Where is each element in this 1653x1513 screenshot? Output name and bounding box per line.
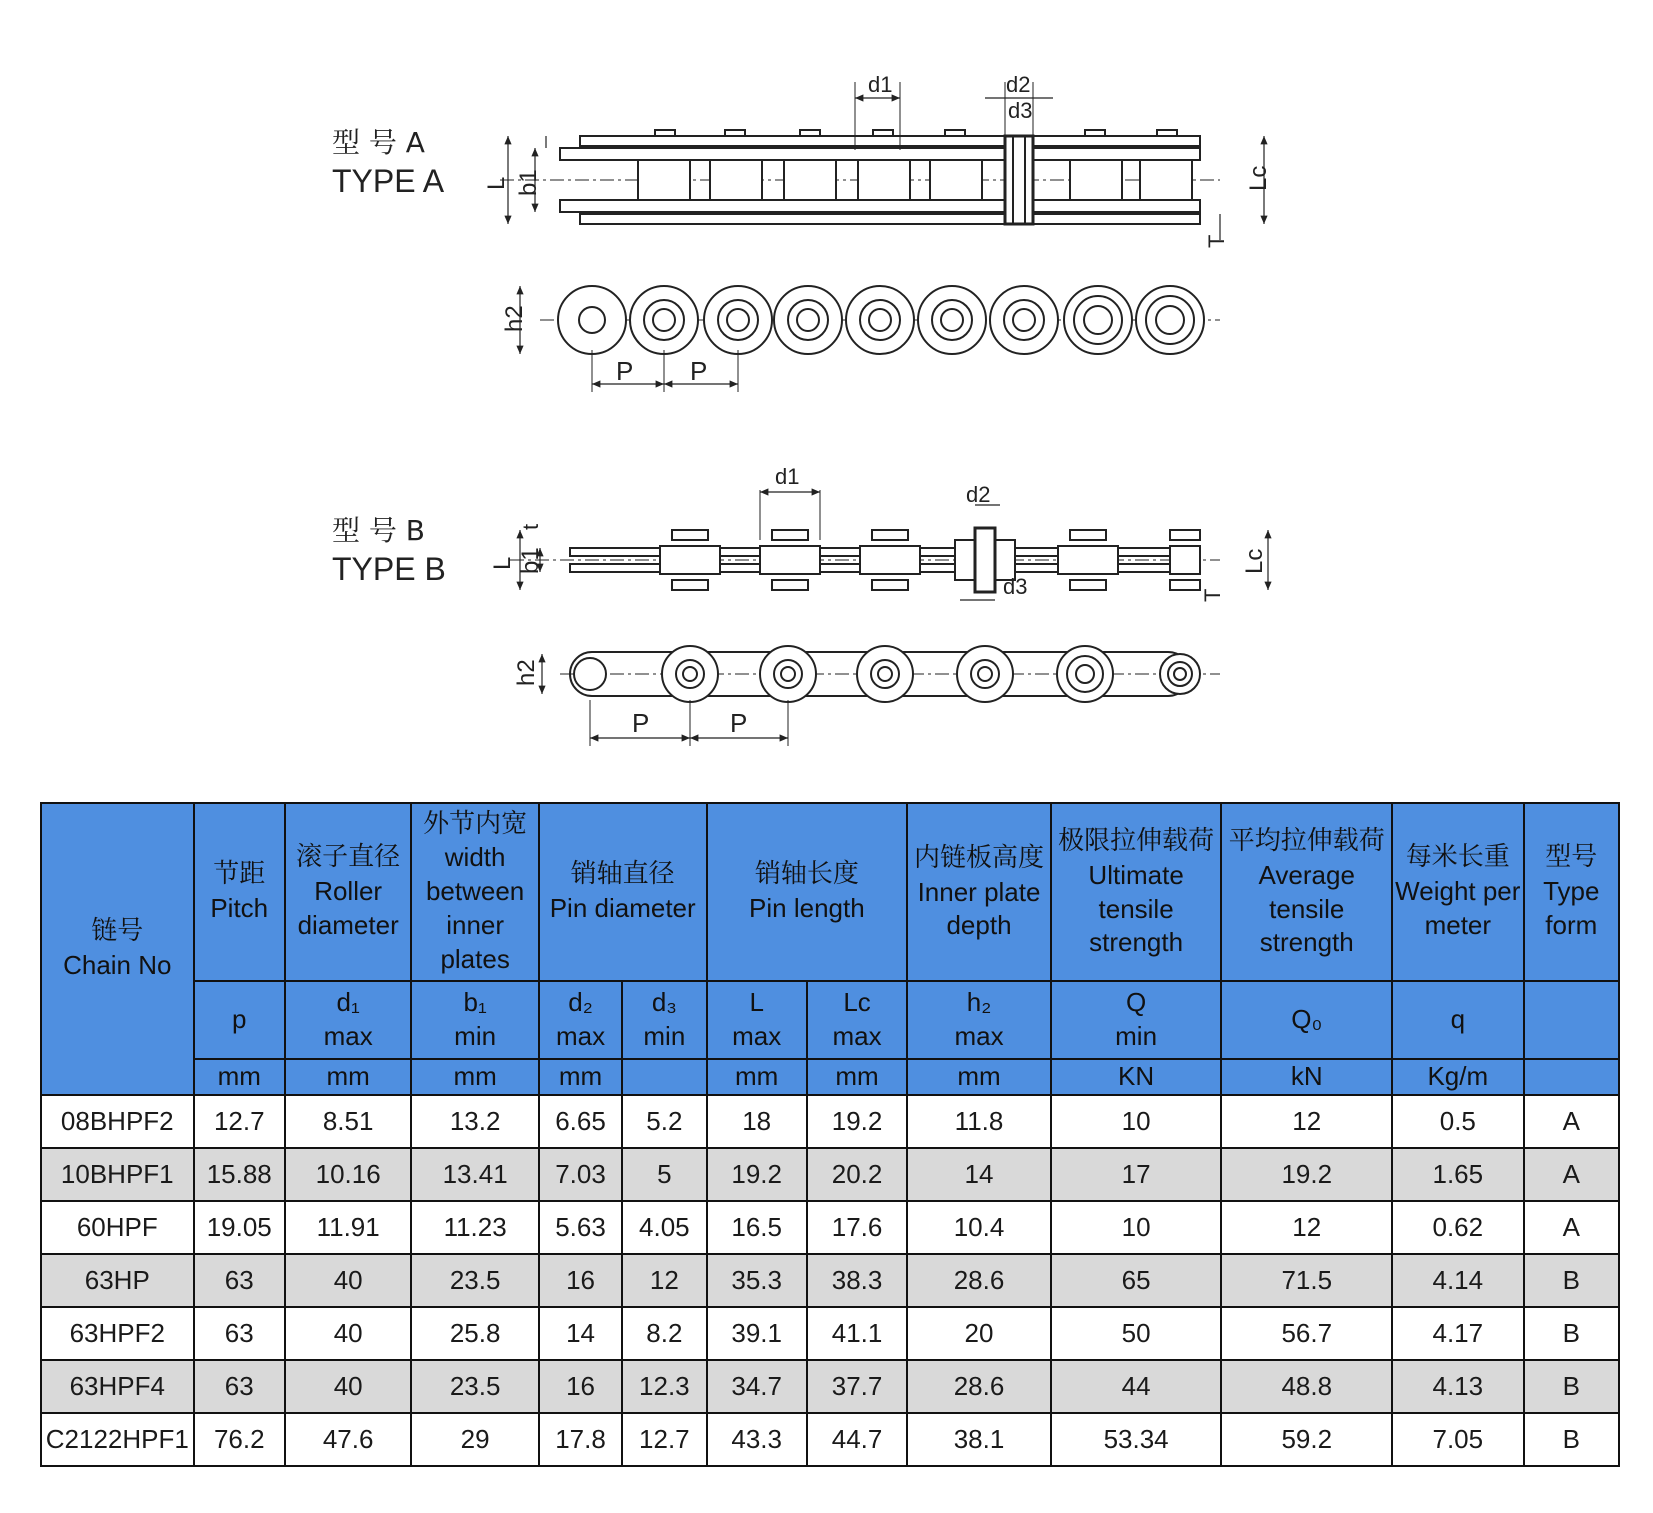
sym-width: b₁ min <box>411 981 538 1059</box>
unit-h2: mm <box>907 1059 1051 1095</box>
col-roller: 滚子直径 Roller diameter <box>285 803 411 981</box>
chain-no-cell: 60HPF <box>41 1201 194 1254</box>
chain-no-cell: 10BHPF1 <box>41 1148 194 1201</box>
unit-width: mm <box>411 1059 538 1095</box>
dim-T-b: T <box>1200 588 1225 602</box>
table-row <box>41 1413 1619 1466</box>
col-ultimate: 极限拉伸载荷 Ultimate tensile strength <box>1051 803 1222 981</box>
table-body <box>41 1095 1619 1466</box>
table-cell: 20.2 <box>807 1148 907 1201</box>
table-cell: 8.51 <box>285 1095 411 1148</box>
table-cell: 47.6 <box>285 1413 411 1466</box>
sym-roller: d₁ max <box>285 981 411 1059</box>
type-b-label-en: TYPE B <box>332 551 446 587</box>
table-cell: 19.05 <box>194 1201 285 1254</box>
table-cell: 71.5 <box>1221 1254 1392 1307</box>
table-cell: 10.4 <box>907 1201 1051 1254</box>
table-cell: 14 <box>539 1307 622 1360</box>
sym-Lc: Lc max <box>807 981 907 1059</box>
sym-Q0: Q₀ <box>1221 981 1392 1059</box>
table-cell: 44.7 <box>807 1413 907 1466</box>
table-cell: 18 <box>707 1095 807 1148</box>
table-cell: 65 <box>1051 1254 1222 1307</box>
table-cell: 1.65 <box>1392 1148 1524 1201</box>
unit-Q0: kN <box>1221 1059 1392 1095</box>
table-row <box>41 1148 1619 1201</box>
unit-Lc: mm <box>807 1059 907 1095</box>
table-cell: 4.17 <box>1392 1307 1524 1360</box>
chain-no-cell: 63HPF2 <box>41 1307 194 1360</box>
unit-type <box>1524 1059 1619 1095</box>
table-cell: 29 <box>411 1413 538 1466</box>
table-cell: 0.5 <box>1392 1095 1524 1148</box>
table-header <box>41 803 1619 1095</box>
dim-Lc-a: Lc <box>1245 165 1272 191</box>
table-cell: 53.34 <box>1051 1413 1222 1466</box>
sym-h2: h₂ max <box>907 981 1051 1059</box>
table-cell: 44 <box>1051 1360 1222 1413</box>
chain-no-cell: C2122HPF1 <box>41 1413 194 1466</box>
type-a-label-cn: 型 号 A <box>332 126 425 159</box>
table-cell: B <box>1524 1254 1619 1307</box>
dim-d1-a: d1 <box>868 72 893 97</box>
chain-spec-table <box>40 802 1620 1467</box>
table-cell: 59.2 <box>1221 1413 1392 1466</box>
dim-Lc-b: Lc <box>1241 548 1268 574</box>
type-a-top-view <box>500 82 1264 240</box>
table-cell: A <box>1524 1201 1619 1254</box>
table-cell: 10 <box>1051 1095 1222 1148</box>
dim-d2-a: d2 <box>1006 72 1031 97</box>
table-cell: 13.41 <box>411 1148 538 1201</box>
table-row <box>41 1360 1619 1413</box>
table-cell: 38.3 <box>807 1254 907 1307</box>
unit-d3 <box>622 1059 706 1095</box>
table-cell: A <box>1524 1148 1619 1201</box>
col-plate-depth: 内链板高度 Inner plate depth <box>907 803 1051 981</box>
unit-L: mm <box>707 1059 807 1095</box>
table-cell: 28.6 <box>907 1360 1051 1413</box>
sym-L: L max <box>707 981 807 1059</box>
table-cell: 38.1 <box>907 1413 1051 1466</box>
chain-no-cell: 63HP <box>41 1254 194 1307</box>
table-cell: 12 <box>1221 1095 1392 1148</box>
table-cell: 40 <box>285 1254 411 1307</box>
dim-d1-b: d1 <box>775 464 800 489</box>
sym-pitch: p <box>194 981 285 1059</box>
table-cell: 41.1 <box>807 1307 907 1360</box>
dim-P1-b: P <box>632 708 650 738</box>
table-cell: 63 <box>194 1360 285 1413</box>
table-cell: B <box>1524 1307 1619 1360</box>
col-pin-diameter: 销轴直径 Pin diameter <box>539 803 707 981</box>
table-cell: 16 <box>539 1360 622 1413</box>
col-chain-no: 链号 Chain No <box>41 803 194 1095</box>
unit-Q: KN <box>1051 1059 1222 1095</box>
dim-L-b: L <box>489 556 516 570</box>
col-average: 平均拉伸载荷 Average tensile strength <box>1221 803 1392 981</box>
type-b-label-cn: 型 号 B <box>332 514 426 547</box>
table-cell: 5.2 <box>622 1095 706 1148</box>
sym-q: q <box>1392 981 1524 1059</box>
table-cell: 6.65 <box>539 1095 622 1148</box>
dim-d3-b: d3 <box>1003 574 1028 599</box>
table-cell: 40 <box>285 1360 411 1413</box>
table-cell: 11.91 <box>285 1201 411 1254</box>
table-cell: 35.3 <box>707 1254 807 1307</box>
type-b-top-view <box>510 490 1268 600</box>
table-cell: 4.13 <box>1392 1360 1524 1413</box>
dim-L-a: L <box>483 176 510 190</box>
table-cell: 34.7 <box>707 1360 807 1413</box>
table-cell: 16 <box>539 1254 622 1307</box>
table-cell: 40 <box>285 1307 411 1360</box>
table-cell: 39.1 <box>707 1307 807 1360</box>
chain-no-cell: 63HPF4 <box>41 1360 194 1413</box>
table-row <box>41 1095 1619 1148</box>
table-cell: 12.7 <box>194 1095 285 1148</box>
table-cell: 12 <box>622 1254 706 1307</box>
table-cell: 7.03 <box>539 1148 622 1201</box>
table-cell: 17 <box>1051 1148 1222 1201</box>
dim-h2-b: h2 <box>513 659 540 686</box>
table-cell: 13.2 <box>411 1095 538 1148</box>
table-cell: 15.88 <box>194 1148 285 1201</box>
table-cell: 48.8 <box>1221 1360 1392 1413</box>
table-row <box>41 1254 1619 1307</box>
table-cell: 25.8 <box>411 1307 538 1360</box>
dim-b1-a: b1 <box>515 169 542 196</box>
dim-d3-a: d3 <box>1008 98 1033 123</box>
table-cell: 11.23 <box>411 1201 538 1254</box>
table-cell: 11.8 <box>907 1095 1051 1148</box>
table-cell: 5 <box>622 1148 706 1201</box>
dim-T-a: T <box>1204 234 1229 248</box>
col-pitch: 节距 Pitch <box>194 803 285 981</box>
table-cell: 16.5 <box>707 1201 807 1254</box>
table-cell: 43.3 <box>707 1413 807 1466</box>
sym-Q: Q min <box>1051 981 1222 1059</box>
table-cell: 8.2 <box>622 1307 706 1360</box>
table-cell: B <box>1524 1413 1619 1466</box>
table-cell: 4.05 <box>622 1201 706 1254</box>
table-cell: 14 <box>907 1148 1051 1201</box>
table-cell: 56.7 <box>1221 1307 1392 1360</box>
table-cell: 19.2 <box>807 1095 907 1148</box>
table-cell: 19.2 <box>707 1148 807 1201</box>
chain-no-cell: 08BHPF2 <box>41 1095 194 1148</box>
table-cell: 23.5 <box>411 1254 538 1307</box>
table-cell: 4.14 <box>1392 1254 1524 1307</box>
table-cell: 37.7 <box>807 1360 907 1413</box>
col-type: 型号 Type form <box>1524 803 1619 981</box>
table-row <box>41 1307 1619 1360</box>
dim-b1-b: b1 <box>517 547 544 574</box>
table-cell: B <box>1524 1360 1619 1413</box>
table-cell: 23.5 <box>411 1360 538 1413</box>
table-cell: 17.6 <box>807 1201 907 1254</box>
sym-d3: d₃ min <box>622 981 706 1059</box>
table-cell: 10.16 <box>285 1148 411 1201</box>
table-row <box>41 1201 1619 1254</box>
table-cell: 63 <box>194 1307 285 1360</box>
table-cell: 19.2 <box>1221 1148 1392 1201</box>
dim-P2-a: P <box>690 356 708 386</box>
table-cell: 12.3 <box>622 1360 706 1413</box>
dim-P2-b: P <box>730 708 748 738</box>
dim-t-b: t <box>518 523 543 530</box>
table-cell: A <box>1524 1095 1619 1148</box>
table-cell: 63 <box>194 1254 285 1307</box>
table-cell: 50 <box>1051 1307 1222 1360</box>
table-cell: 17.8 <box>539 1413 622 1466</box>
table-cell: 5.63 <box>539 1201 622 1254</box>
dim-h2-a: h2 <box>501 305 528 332</box>
sym-d2: d₂ max <box>539 981 622 1059</box>
table-cell: 28.6 <box>907 1254 1051 1307</box>
table-cell: 12 <box>1221 1201 1392 1254</box>
unit-pitch: mm <box>194 1059 285 1095</box>
col-width: 外节内宽 width between inner plates <box>411 803 538 981</box>
table-cell: 10 <box>1051 1201 1222 1254</box>
type-a-label-en: TYPE A <box>332 163 445 199</box>
table-cell: 12.7 <box>622 1413 706 1466</box>
unit-q: Kg/m <box>1392 1059 1524 1095</box>
unit-roller: mm <box>285 1059 411 1095</box>
unit-d2: mm <box>539 1059 622 1095</box>
table-cell: 7.05 <box>1392 1413 1524 1466</box>
dim-d2-b: d2 <box>966 482 991 507</box>
col-weight: 每米长重 Weight per meter <box>1392 803 1524 981</box>
col-pin-length: 销轴长度 Pin length <box>707 803 908 981</box>
dim-P1-a: P <box>616 356 634 386</box>
sym-type <box>1524 981 1619 1059</box>
table-cell: 0.62 <box>1392 1201 1524 1254</box>
table-cell: 20 <box>907 1307 1051 1360</box>
table-cell: 76.2 <box>194 1413 285 1466</box>
